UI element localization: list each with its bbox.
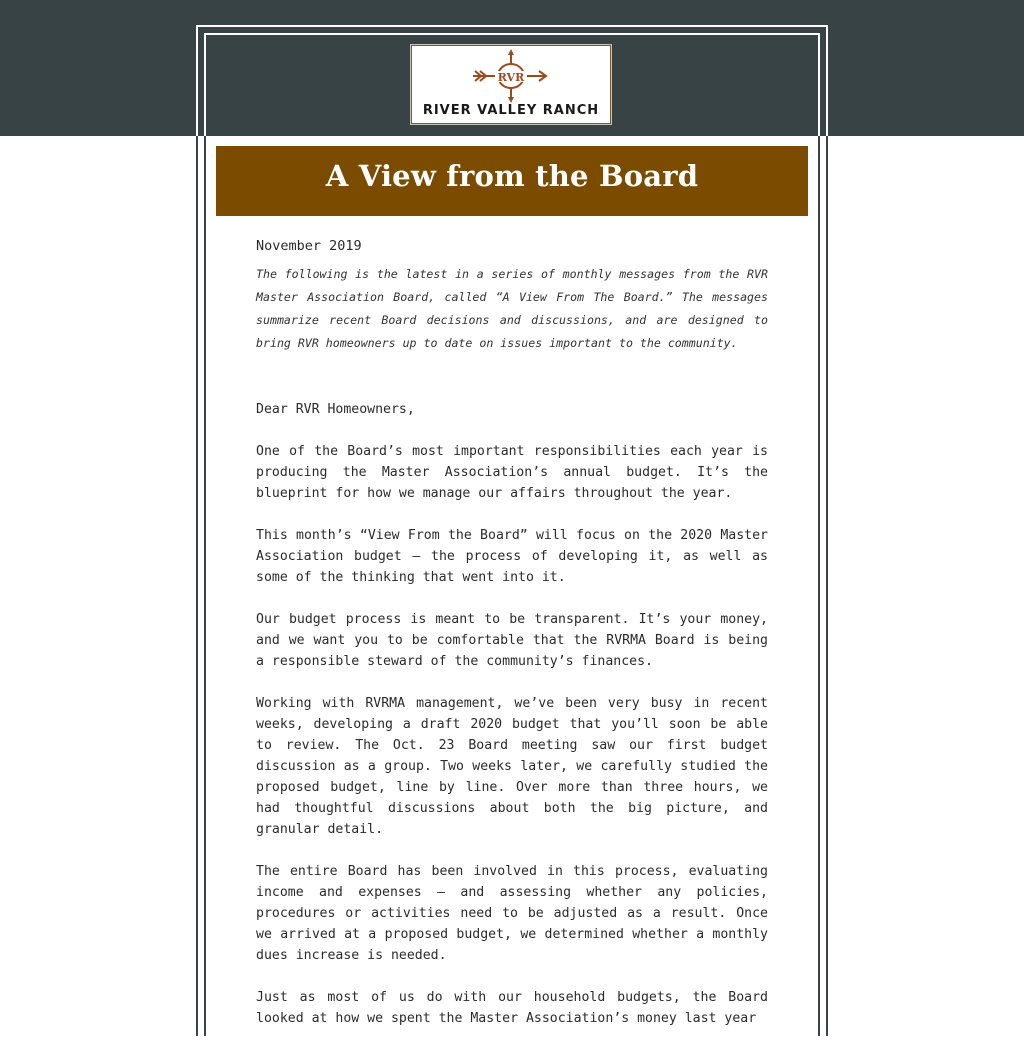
body-paragraph: One of the Board’s most important responsibilities each year is producing the Master Association’s annual budget. It’s the blueprint for how we manage our affairs throughout the year. xyxy=(256,444,768,501)
river-valley-ranch-logo[interactable] xyxy=(410,44,612,125)
logo-text: RIVER VALLEY RANCH xyxy=(422,103,600,118)
salutation: Dear RVR Homeowners, xyxy=(256,402,415,417)
newsletter-body xyxy=(256,236,768,1050)
issue-date: November 2019 xyxy=(256,238,362,254)
logo-monogram: RVR xyxy=(497,71,525,84)
page-title: A View from the Board xyxy=(325,159,699,193)
body-paragraph: The entire Board has been involved in this process, evaluating income and expenses – and assessing whether any policies, procedures or activities need to be adjusted as a result. Once we arrived at a proposed budget, we determined whether a monthly dues increase is needed. xyxy=(256,864,768,963)
body-paragraph: Working with RVRMA management, we’ve been very busy in recent weeks, developing a draft 2020 budget that you’ll soon be able to review. The Oct. 23 Board meeting saw our first budget discussion as a group. Two weeks later, we carefully studied the proposed budget, line by line. Over more than three hours, we had thoughtful discussions about both the big picture, and granular detail. xyxy=(256,696,768,837)
rvr-arrow-emblem-icon xyxy=(471,49,551,103)
body-paragraph: Our budget process is meant to be transparent. It’s your money, and we want you to be comfortable that the RVRMA Board is being a responsible steward of the community’s finances. xyxy=(256,612,768,669)
body-paragraph: Just as most of us do with our household budgets, the Board looked at how we spent the Master Association’s money last year xyxy=(256,990,768,1026)
body-paragraph: This month’s “View From the Board” will focus on the 2020 Master Association budget – the process of developing it, as well as some of the thinking that went into it. xyxy=(256,528,768,585)
title-banner xyxy=(216,146,808,216)
intro-text: The following is the latest in a series of monthly messages from the RVR Master Association Board, called “A View From The Board.” The messages summarize recent Board decisions and discussions, and are designed to bring RVR homeowners up to date on issues important to the community. xyxy=(256,267,768,350)
